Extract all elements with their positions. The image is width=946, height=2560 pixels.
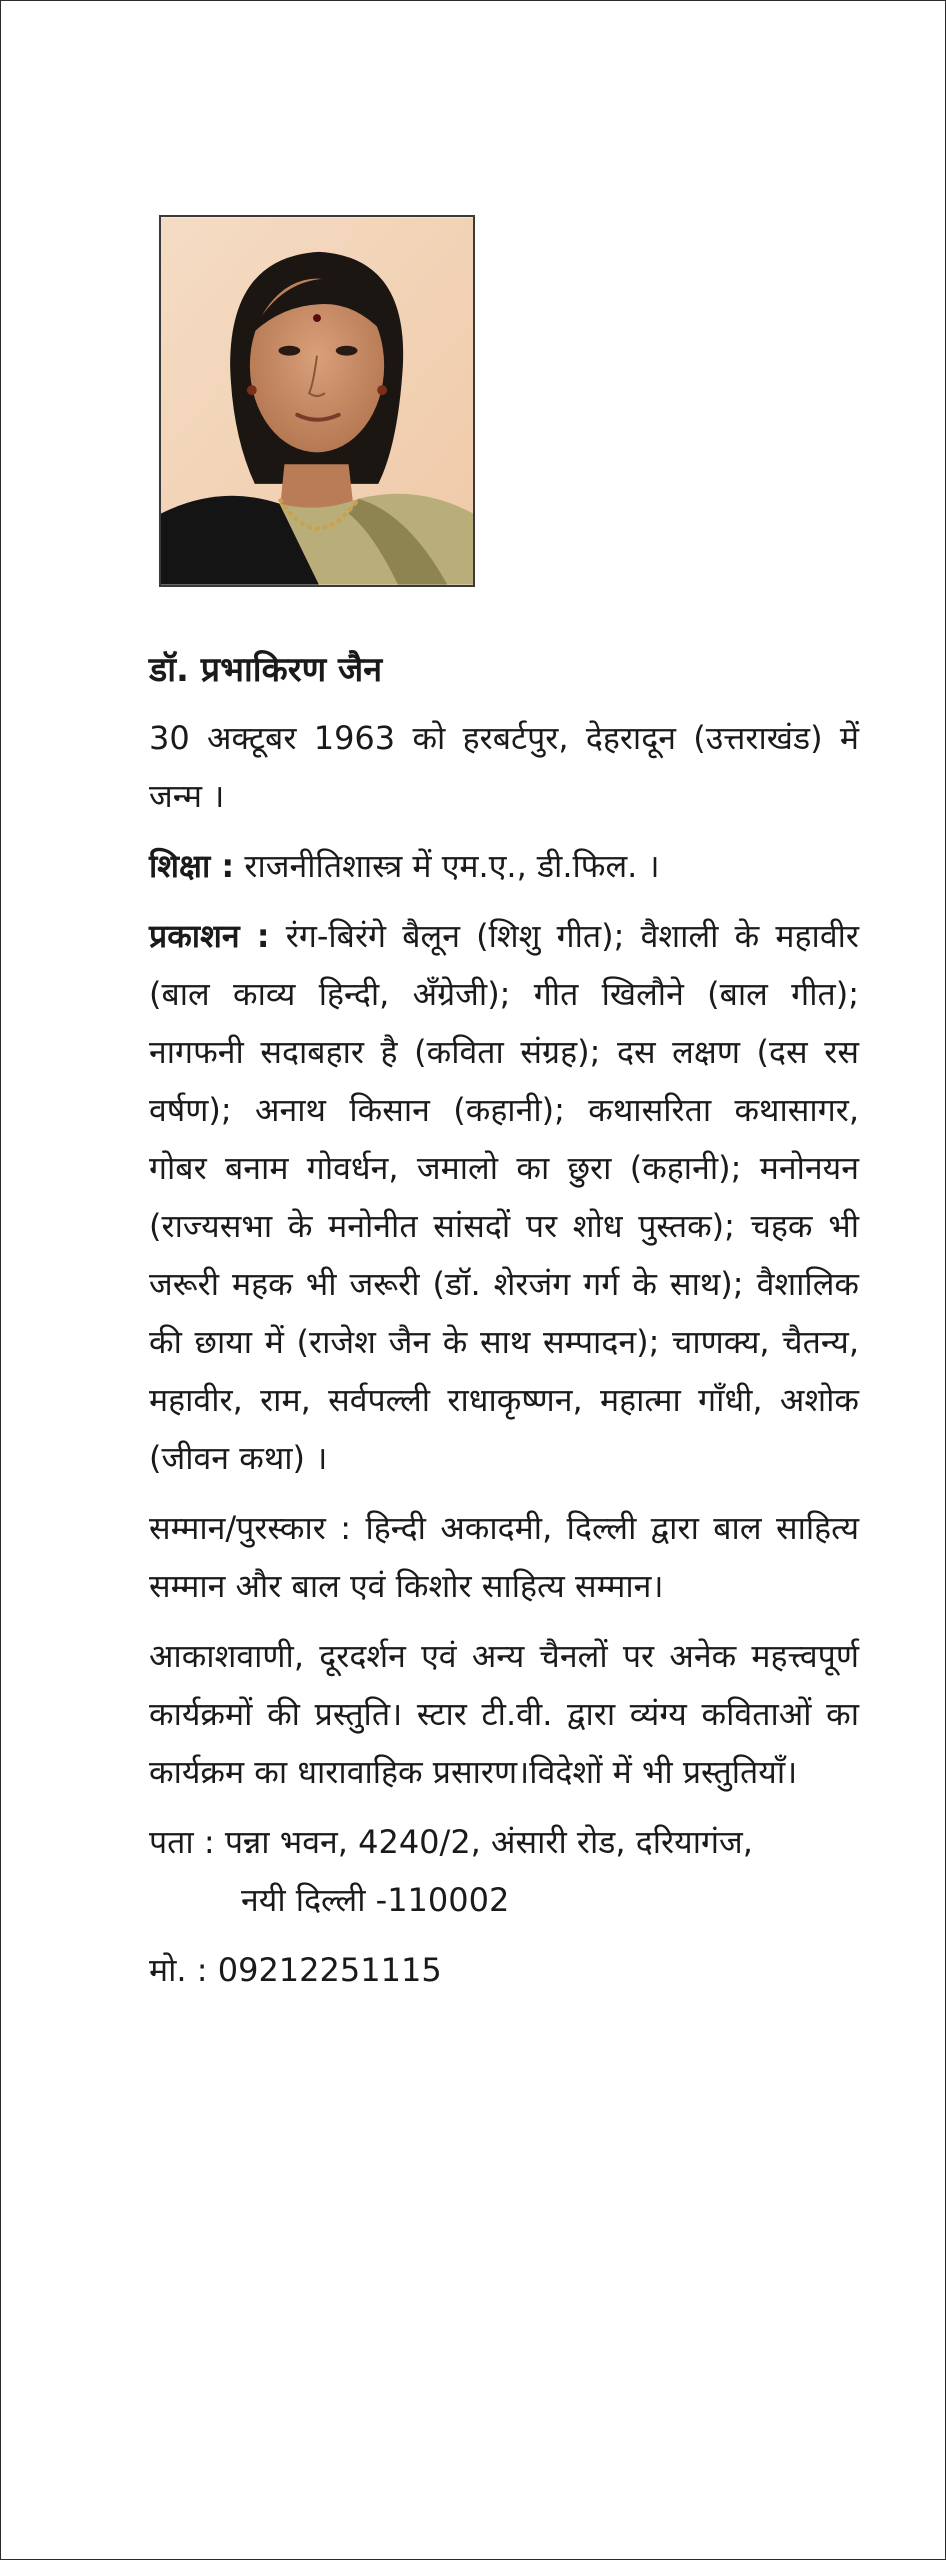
address-line-1: पता : पन्ना भवन, 4240/2, अंसारी रोड, दरियागंज, [149,1823,753,1861]
address-info [149,1813,859,1929]
phone-info: मो. : 09212251115 [149,1951,442,1989]
publications-info [149,907,859,1487]
education-text: राजनीतिशास्त्र में एम.ए., डी.फिल. । [244,847,660,885]
address-line-2: नयी दिल्ली -110002 [241,1881,510,1919]
author-portrait-image [161,217,473,585]
author-name: डॉ. प्रभाकिरण जैन [149,650,383,690]
education-label: शिक्षा : [149,847,235,885]
author-bio [149,641,859,2011]
publications-label: प्रकाशन : [149,917,270,955]
education-info [149,837,859,895]
author-photo [159,215,475,587]
honors-info: सम्मान/पुरस्कार : हिन्दी अकादमी, दिल्ली द्वारा बाल साहित्य सम्मान और बाल एवं किशोर साहित्य सम्मान। [149,1509,859,1605]
publications-text: रंग-बिरंगे बैलून (शिशु गीत); वैशाली के महावीर (बाल काव्य हिन्दी, अँग्रेजी); गीत खिलौने (बाल गीत); नागफनी सदाबहार है (कविता संग्रह); दस लक्षण (दस रस वर्षण); अनाथ किसान (कहानी); कथासरिता कथासागर, गोबर बनाम गोवर्धन, जमालो का छुरा (कहानी); मनोनयन (राज्यसभा के मनोनीत सांसदों पर शोध पुस्तक); चहक भी जरूरी महक भी जरूरी (डॉ. शेरजंग गर्ग के साथ); वैशालिक की छाया में (राजेश जैन के साथ सम्पादन); चाणक्य, चैतन्य, महावीर, राम, सर्वपल्ली राधाकृष्णन, महात्मा गाँधी, अशोक (जीवन कथा) । [149,917,859,1477]
media-info: आकाशवाणी, दूरदर्शन एवं अन्य चैनलों पर अनेक महत्त्वपूर्ण कार्यक्रमों की प्रस्तुति। स्टार टी.वी. द्वारा व्यंग्य कविताओं का कार्यक्रम का धारावाहिक प्रसारण।विदेशों में भी प्रस्तुतियाँ। [149,1637,859,1791]
birth-info: 30 अक्टूबर 1963 को हरबर्टपुर, देहरादून (उत्तराखंड) में जन्म । [149,719,859,815]
